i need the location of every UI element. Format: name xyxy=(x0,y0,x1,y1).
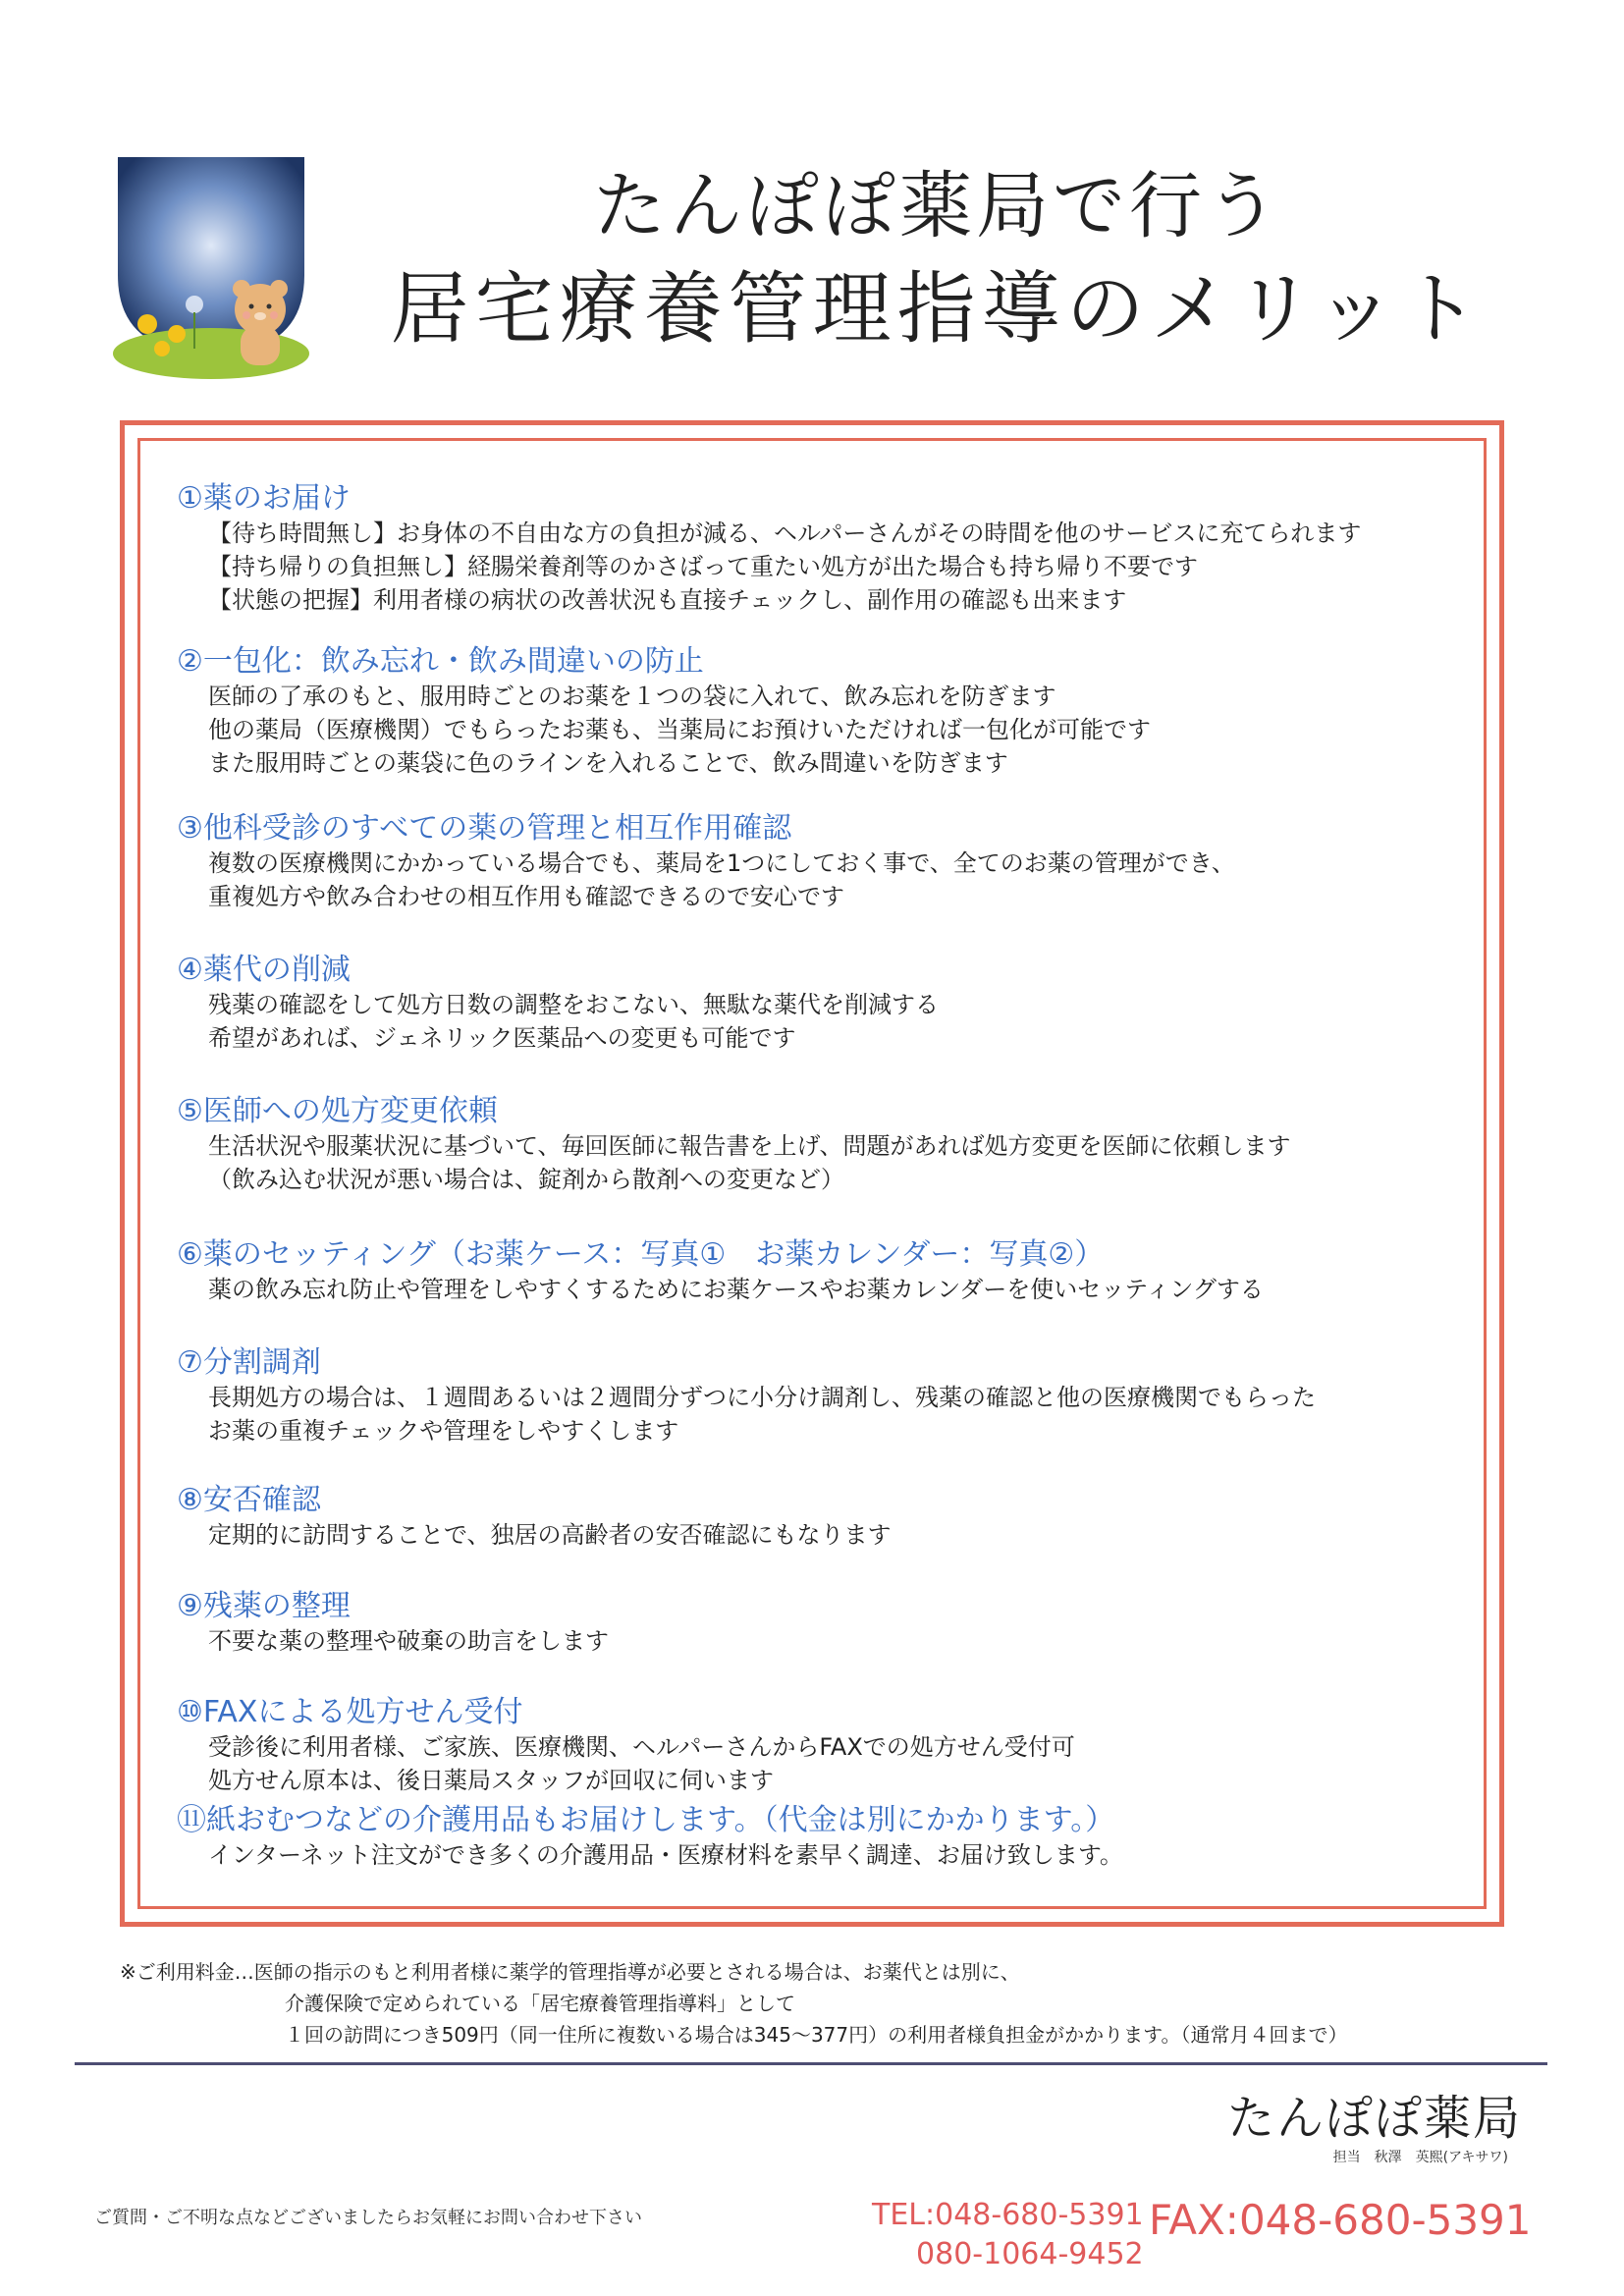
fax-number[interactable]: FAX:048-680-5391 xyxy=(1149,2196,1532,2244)
benefit-text: 希望があれば、ジェネリック医薬品への変更も可能です xyxy=(208,1024,796,1052)
benefit-heading: ⑤医師への処方変更依頼 xyxy=(177,1094,498,1128)
benefit-item-8 xyxy=(177,1483,1463,1552)
benefit-text: 【待ち時間無し】お身体の不自由な方の負担が減る、ヘルパーさんがその時間を他のサービスに充てられます xyxy=(208,519,1362,547)
footer-divider xyxy=(75,2062,1547,2065)
benefit-item-5 xyxy=(177,1094,1463,1196)
benefit-text: 残薬の確認をして処方日数の調整をおこない、無駄な薬代を削減する xyxy=(208,991,939,1018)
benefit-item-3 xyxy=(177,811,1463,913)
benefit-item-2 xyxy=(177,644,1463,780)
benefit-text: 重複処方や飲み合わせの相互作用も確認できるので安心です xyxy=(208,883,844,910)
benefit-text: 医師の了承のもと、服用時ごとのお薬を１つの袋に入れて、飲み忘れを防ぎます xyxy=(208,683,1056,710)
shop-name: たんぽぽ薬局 xyxy=(1226,2091,1522,2146)
benefit-text: インターネット注文ができ多くの介護用品・医療材料を素早く調達、お届け致します。 xyxy=(208,1841,1123,1869)
benefit-text: （飲み込む状況が悪い場合は、錠剤から散剤への変更など） xyxy=(208,1166,844,1193)
benefit-text: 受診後に利用者様、ご家族、医療機関、ヘルパーさんからFAXでの処方せん受付可 xyxy=(208,1733,1075,1761)
benefit-heading: ④薬代の削減 xyxy=(177,953,351,987)
benefit-heading: ⑨残薬の整理 xyxy=(177,1589,351,1623)
benefit-text: 薬の飲み忘れ防止や管理をしやすくするためにお薬ケースやお薬カレンダーを使いセッティングする xyxy=(208,1276,1264,1303)
benefit-item-6 xyxy=(177,1237,1463,1306)
benefit-heading: ③他科受診のすべての薬の管理と相互作用確認 xyxy=(177,811,792,846)
title-line-2: 居宅療養管理指導のメリット xyxy=(390,263,1486,355)
benefit-text: お薬の重複チェックや管理をしやすくします xyxy=(208,1417,679,1445)
benefit-text: また服用時ごとの薬袋に色のラインを入れることで、飲み間違いを防ぎます xyxy=(208,749,1008,777)
benefit-item-9 xyxy=(177,1589,1463,1658)
benefit-item-10 xyxy=(177,1695,1463,1797)
contact-phones xyxy=(872,2196,1144,2274)
benefit-text: 不要な薬の整理や破棄の助言をします xyxy=(208,1627,609,1655)
benefit-text: 生活状況や服薬状況に基づいて、毎回医師に報告書を上げ、問題があれば処方変更を医師に依頼します xyxy=(208,1132,1291,1160)
benefit-text: 長期処方の場合は、１週間あるいは２週間分ずつに小分け調剤し、残薬の確認と他の医療機関でもらった xyxy=(208,1384,1316,1411)
benefit-heading: ⑪紙おむつなどの介護用品もお届けします。（代金は別にかかります。） xyxy=(177,1803,1115,1837)
benefit-item-11 xyxy=(177,1803,1463,1872)
tel-number[interactable]: TEL:048-680-5391 xyxy=(872,2198,1144,2232)
staff-name: 担当 秋澤 英熙(アキサワ) xyxy=(1332,2150,1508,2165)
fee-note-line: １回の訪問につき509円（同一住所に複数いる場合は345～377円）の利用者様負担金がかかります。（通常月４回まで） xyxy=(285,2023,1348,2047)
benefit-item-4 xyxy=(177,953,1463,1055)
mobile-number[interactable]: 080-1064-9452 xyxy=(916,2237,1144,2271)
benefit-text: 定期的に訪問することで、独居の高齢者の安否確認にもなります xyxy=(208,1521,892,1549)
page-title xyxy=(324,157,1551,363)
inquiry-text: ご質問・ご不明な点などございましたらお気軽にお問い合わせ下さい xyxy=(94,2208,642,2228)
fee-note xyxy=(120,1956,1348,2050)
benefit-heading: ⑧安否確認 xyxy=(177,1483,321,1517)
benefit-heading: ①薬のお届け xyxy=(177,481,351,516)
benefit-item-7 xyxy=(177,1345,1463,1448)
benefit-heading: ⑦分割調剤 xyxy=(177,1345,321,1380)
benefit-heading: ②一包化：飲み忘れ・飲み間違いの防止 xyxy=(177,644,704,679)
benefit-text: 【状態の把握】利用者様の病状の改善状況も直接チェックし、副作用の確認も出来ます xyxy=(208,586,1127,614)
fee-note-line: 介護保険で定められている「居宅療養管理指導料」として xyxy=(285,1992,795,2015)
benefit-text: 【持ち帰りの負担無し】経腸栄養剤等のかさばって重たい処方が出た場合も持ち帰り不要です xyxy=(208,553,1198,580)
dandelion-bear-logo xyxy=(108,157,314,383)
benefit-heading: ⑥薬のセッティング（お薬ケース：写真① お薬カレンダー：写真②） xyxy=(177,1237,1105,1272)
benefit-text: 他の薬局（医療機関）でもらったお薬も、当薬局にお預けいただければ一包化が可能です xyxy=(208,716,1151,743)
benefit-heading: ⑩FAXによる処方せん受付 xyxy=(177,1695,523,1729)
title-line-1: たんぽぽ薬局で行う xyxy=(593,164,1282,248)
benefit-text: 複数の医療機関にかかっている場合でも、薬局を1つにしておく事で、全てのお薬の管理ができ、 xyxy=(208,849,1235,877)
fee-note-line: ※ご利用料金…医師の指示のもと利用者様に薬学的管理指導が必要とされる場合は、お薬代とは別に、 xyxy=(120,1960,1020,1984)
benefit-text: 処方せん原本は、後日薬局スタッフが回収に伺います xyxy=(208,1767,774,1794)
benefit-item-1 xyxy=(177,481,1463,617)
